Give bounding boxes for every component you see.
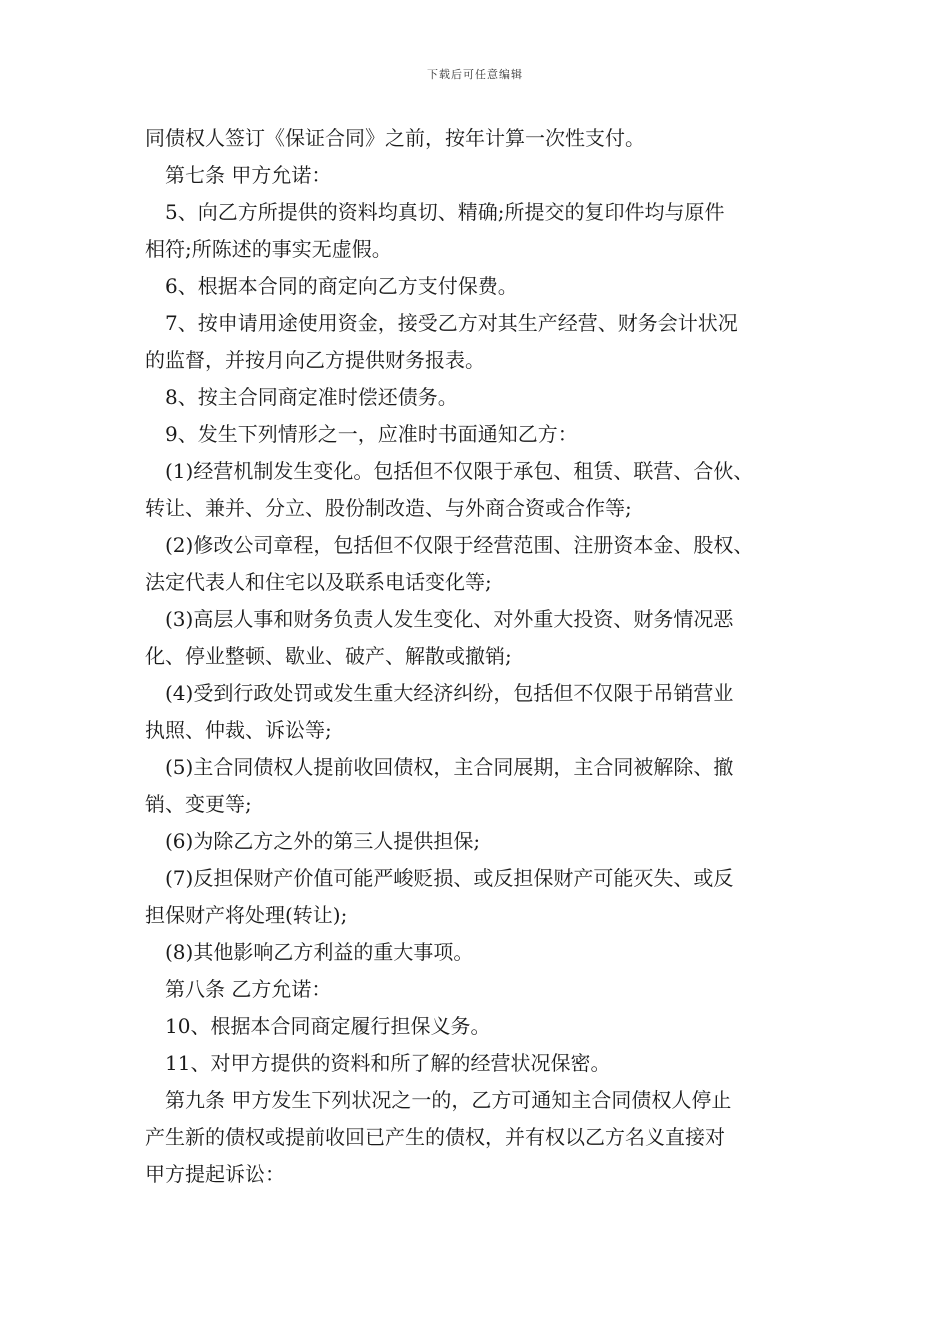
paragraph [145,823,810,860]
paragraph-line: 转让、兼并、分立、股份制改造、与外商合资或合作等; [145,496,632,520]
paragraph-line: 第八条 乙方允诺： [165,977,332,1001]
paragraph-line: (5)主合同债权人提前收回债权，主合同展期，主合同被解除、撤 [165,755,734,779]
paragraph-line: 甲方提起诉讼： [145,1162,285,1186]
paragraph-line: 产生新的债权或提前收回已产生的债权，并有权以乙方名义直接对 [145,1125,725,1149]
paragraph-line: 7、按申请用途使用资金，接受乙方对其生产经营、财务会计状况 [165,311,738,335]
paragraph [145,268,810,305]
paragraph [145,416,810,453]
paragraph [145,749,810,823]
paragraph [145,194,810,268]
paragraph [145,971,810,1008]
paragraph-line: (3)高层人事和财务负责人发生变化、对外重大投资、财务情况恶 [165,607,734,631]
paragraph-line: 11、对甲方提供的资料和所了解的经营状况保密。 [165,1051,611,1075]
paragraph-line: 销、变更等; [145,792,252,816]
paragraph [145,1008,810,1045]
paragraph-line: 5、向乙方所提供的资料均真切、精确;所提交的复印件均与原件 [165,200,725,224]
paragraph [145,120,810,157]
paragraph-line: (7)反担保财产价值可能严峻贬损、或反担保财产可能灭失、或反 [165,866,734,890]
paragraph-line: 第七条 甲方允诺： [165,163,332,187]
paragraph-line: 同债权人签订《保证合同》之前，按年计算一次性支付。 [145,126,645,150]
paragraph-line: (1)经营机制发生变化。包括但不仅限于承包、租赁、联营、合伙、 [165,459,754,483]
paragraph [145,675,810,749]
page-header: 下载后可任意编辑 [427,68,523,81]
paragraph-line: 9、发生下列情形之一，应准时书面通知乙方： [165,422,578,446]
paragraph-line: 相符;所陈述的事实无虚假。 [145,237,392,261]
paragraph-line: 8、按主合同商定准时偿还债务。 [165,385,458,409]
paragraph-line: 担保财产将处理(转让); [145,903,348,927]
paragraph-line: 第九条 甲方发生下列状况之一的，乙方可通知主合同债权人停止 [165,1088,732,1112]
paragraph-line: 执照、仲裁、诉讼等; [145,718,332,742]
paragraph [145,860,810,934]
paragraph-line: (8)其他影响乙方利益的重大事项。 [165,940,474,964]
paragraph-line: 10、根据本合同商定履行担保义务。 [165,1014,491,1038]
paragraph [145,453,810,527]
paragraph [145,601,810,675]
paragraph [145,305,810,379]
paragraph-line: 法定代表人和住宅以及联系电话变化等; [145,570,492,594]
paragraph-line: (4)受到行政处罚或发生重大经济纠纷，包括但不仅限于吊销营业 [165,681,734,705]
paragraph-line: (2)修改公司章程，包括但不仅限于经营范围、注册资本金、股权、 [165,533,754,557]
paragraph [145,934,810,971]
paragraph-line: (6)为除乙方之外的第三人提供担保; [165,829,481,853]
paragraph [145,379,810,416]
paragraph [145,157,810,194]
document-body [145,120,810,1193]
paragraph [145,1082,810,1193]
paragraph-line: 的监督，并按月向乙方提供财务报表。 [145,348,485,372]
paragraph-line: 化、停业整顿、歇业、破产、解散或撤销; [145,644,512,668]
paragraph-line: 6、根据本合同的商定向乙方支付保费。 [165,274,518,298]
paragraph [145,1045,810,1082]
paragraph [145,527,810,601]
